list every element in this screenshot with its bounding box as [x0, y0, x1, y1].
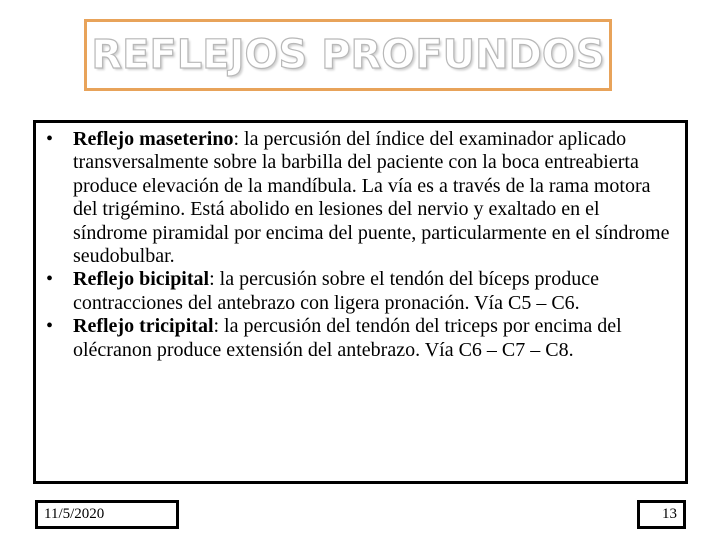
footer-date: 11/5/2020 [35, 500, 179, 529]
bullet-item-reflejo-maseterino [46, 128, 675, 268]
bullet-item-reflejo-bicipital [46, 268, 675, 315]
bullet-list [46, 128, 675, 362]
bullet-text: : la percusión del tendón del triceps por encima del olécranon produce extensión del antebrazo. Vía C6 – C7 – C8. [73, 315, 622, 361]
bullet-text: : la percusión sobre el tendón del bíceps produce contracciones del antebrazo con ligera pronación. Vía C5 – C6. [73, 268, 599, 314]
bullet-icon: • [46, 268, 54, 291]
bullet-term: Reflejo maseterino [73, 128, 234, 150]
slide-title: REFLEJOS PROFUNDOS [91, 32, 605, 78]
bullet-text: : la percusión del índice del examinador aplicado transversalmente sobre la barbilla del paciente con la boca entreabierta produce elevación de la mandíbula. La vía es a través de la rama motora del trigémino. Está abolido en lesiones del nervio y exaltado en el síndrome piramidal por encima del puente, particularmente en el síndrome seudobulbar. [73, 128, 670, 268]
title-box [84, 19, 612, 91]
bullet-icon: • [46, 315, 54, 338]
bullet-item-reflejo-tricipital [46, 315, 675, 362]
content-box [33, 120, 688, 484]
bullet-term: Reflejo bicipital [73, 268, 210, 291]
footer-page-number: 13 [637, 500, 686, 529]
bullet-term: Reflejo tricipital [73, 315, 214, 338]
bullet-icon: • [46, 128, 54, 150]
